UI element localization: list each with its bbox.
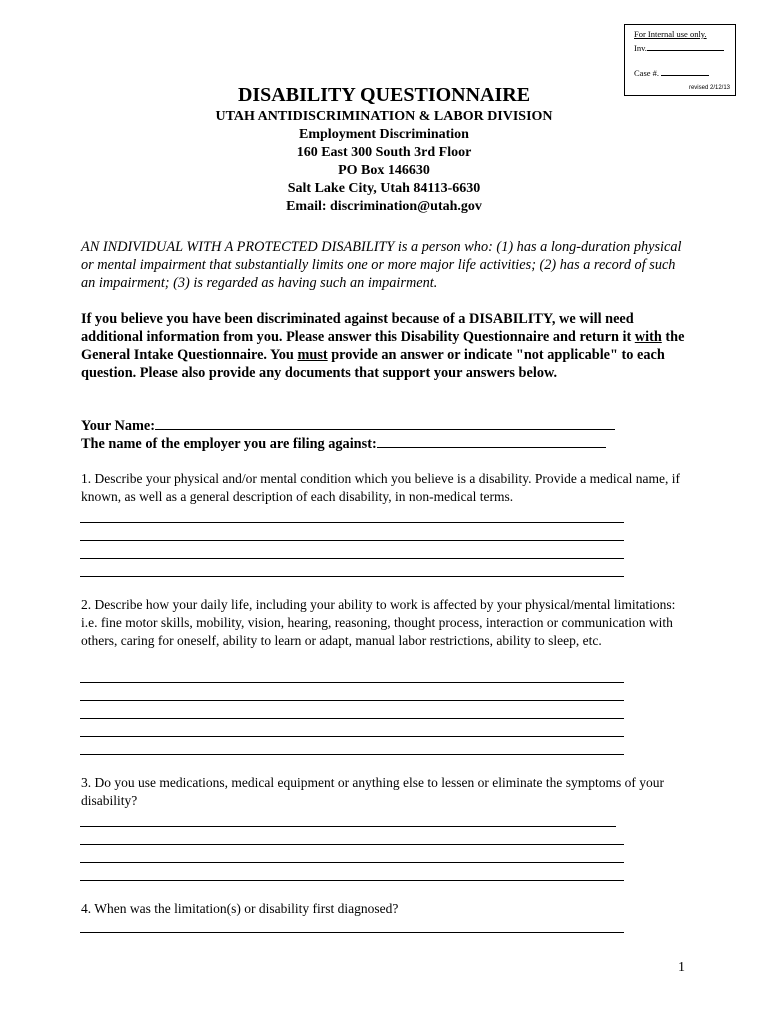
q2-answer-line[interactable] xyxy=(80,754,624,755)
instructions-with: with xyxy=(634,329,662,345)
q1-answer-line[interactable] xyxy=(80,558,624,559)
q3-answer-line[interactable] xyxy=(80,862,624,863)
address-line-1: 160 East 300 South 3rd Floor xyxy=(296,145,472,160)
q2-answer-line[interactable] xyxy=(80,700,624,701)
q3-answer-line[interactable] xyxy=(80,844,624,845)
q3-answer-line[interactable] xyxy=(80,826,616,827)
instructions-part-2: the General Intake Questionnaire. You xyxy=(81,329,685,363)
your-name-field xyxy=(81,417,615,435)
inv-field xyxy=(634,42,724,54)
page-title: DISABILITY QUESTIONNAIRE xyxy=(237,84,531,106)
agency-name: UTAH ANTIDISCRIMINATION & LABOR DIVISION xyxy=(215,109,553,124)
employer-field xyxy=(81,435,606,453)
question-2: 2. Describe how your daily life, including your ability to work is affected by your physical/mental limitations: i.e. fine motor skills, mobility, vision, hearing, reasoning, thought process, interaction or communication with others, caring for oneself, ability to learn or adapt, manual labor restrictions, ability to sleep, etc. xyxy=(81,597,676,648)
q1-answer-line[interactable] xyxy=(80,576,624,577)
q1-answer-line[interactable] xyxy=(80,540,624,541)
definition-text: is a person who: (1) has a long-duration physical or mental impairment that substantially limits one or more major life activities; (2) has a record of such an impairment; (3) is regarded as having such an impairment. xyxy=(81,239,682,291)
question-3: 3. Do you use medications, medical equipment or anything else to lessen or eliminate the symptoms of your disability? xyxy=(81,775,665,808)
internal-use-label: For Internal use only. xyxy=(634,29,707,39)
inv-label: Inv. xyxy=(634,43,647,53)
instructions-paragraph xyxy=(81,310,687,382)
q4-answer-line[interactable] xyxy=(80,932,624,933)
employer-blank[interactable] xyxy=(377,435,606,448)
your-name-blank[interactable] xyxy=(155,417,615,430)
address-line-2: PO Box 146630 xyxy=(338,163,430,178)
page-number: 1 xyxy=(678,960,685,975)
question-1: 1. Describe your physical and/or mental condition which you believe is a disability. Provide a medical name, if known, as well as a general description of each disability, in non-medical terms. xyxy=(81,471,680,504)
definition-lead: AN INDIVIDUAL WITH A PROTECTED DISABILITY xyxy=(81,239,395,255)
case-label: Case #. xyxy=(634,68,660,78)
instructions-must: must xyxy=(297,347,328,363)
q2-answer-line[interactable] xyxy=(80,736,624,737)
department-name: Employment Discrimination xyxy=(299,127,469,142)
q3-answer-line[interactable] xyxy=(80,880,624,881)
city-line: Salt Lake City, Utah 84113-6630 xyxy=(287,181,481,196)
email-line: Email: discrimination@utah.gov xyxy=(286,199,482,214)
employer-label: The name of the employer you are filing against: xyxy=(81,436,377,452)
q1-answer-line[interactable] xyxy=(80,522,624,523)
inv-blank[interactable] xyxy=(647,42,724,51)
question-4: 4. When was the limitation(s) or disability first diagnosed? xyxy=(81,901,399,916)
instructions-part-3: provide an answer or indicate "not applicable" to each question. Please also provide any documents that support your answers below. xyxy=(81,347,665,381)
case-blank[interactable] xyxy=(661,67,709,76)
instructions-part-1: If you believe you have been discriminated against because of a DISABILITY, we will need additional information from you. Please answer this Disability Questionnaire and return it xyxy=(81,311,635,345)
q2-answer-line[interactable] xyxy=(80,718,624,719)
revised-date: revised 2/12/13 xyxy=(688,85,730,92)
q2-answer-line[interactable] xyxy=(80,682,624,683)
disability-definition xyxy=(81,238,687,292)
case-field xyxy=(634,67,709,79)
your-name-label: Your Name: xyxy=(81,418,155,434)
